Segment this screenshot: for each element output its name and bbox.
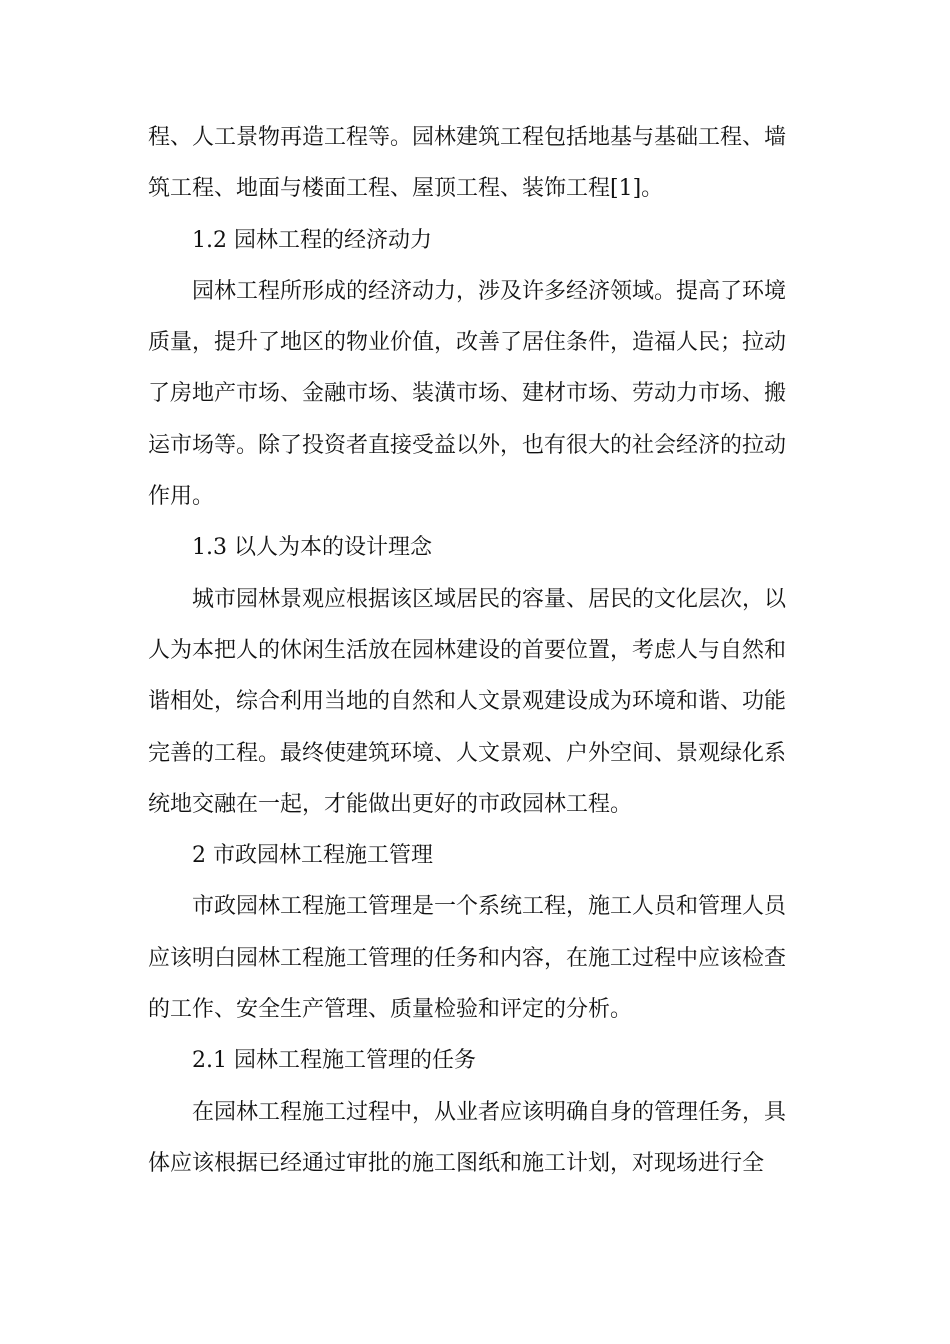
text-line: 程、人工景物再造工程等。园林建筑工程包括地基与基础工程、墙 xyxy=(148,125,787,150)
text-line: 运市场等。除了投资者直接受益以外，也有很大的社会经济的拉动 xyxy=(148,432,787,458)
text-line: 谐相处，综合利用当地的自然和人文景观建设成为环境和谐、功能 xyxy=(148,689,787,715)
text-line: 城市园林景观应根据该区域居民的容量、居民的文化层次，以 xyxy=(192,586,787,612)
text-line: 应该明白园林工程施工管理的任务和内容，在施工过程中应该检查 xyxy=(148,945,787,971)
section-heading: 1.2 园林工程的经济动力 xyxy=(192,227,432,253)
text-line: 完善的工程。最终使建筑环境、人文景观、户外空间、景观绿化系 xyxy=(148,740,787,766)
text-line: 体应该根据已经通过审批的施工图纸和施工计划，对现场进行全 xyxy=(148,1150,765,1176)
text-line: 在园林工程施工过程中，从业者应该明确自身的管理任务，具 xyxy=(192,1099,787,1125)
text-line: 人为本把人的休闲生活放在园林建设的首要位置，考虑人与自然和 xyxy=(148,637,787,663)
section-heading: 2.1 园林工程施工管理的任务 xyxy=(192,1048,476,1074)
text-line: 园林工程所形成的经济动力，涉及许多经济领域。提高了环境 xyxy=(192,278,787,304)
text-line: 作用。 xyxy=(148,484,215,510)
document-body xyxy=(148,112,798,1189)
text-line: 统地交融在一起，才能做出更好的市政园林工程。 xyxy=(148,791,633,817)
section-heading: 2 市政园林工程施工管理 xyxy=(192,843,433,869)
text-line: 了房地产市场、金融市场、装潢市场、建材市场、劳动力市场、搬 xyxy=(148,381,787,407)
section-heading: 1.3 以人为本的设计理念 xyxy=(192,535,432,561)
text-line: 市政园林工程施工管理是一个系统工程，施工人员和管理人员 xyxy=(192,894,787,920)
text-line: 的工作、安全生产管理、质量检验和评定的分析。 xyxy=(148,997,633,1023)
text-line: 质量，提升了地区的物业价值，改善了居住条件，造福人民；拉动 xyxy=(148,330,787,356)
text-line: 筑工程、地面与楼面工程、屋顶工程、装饰工程[1]。 xyxy=(148,176,664,202)
